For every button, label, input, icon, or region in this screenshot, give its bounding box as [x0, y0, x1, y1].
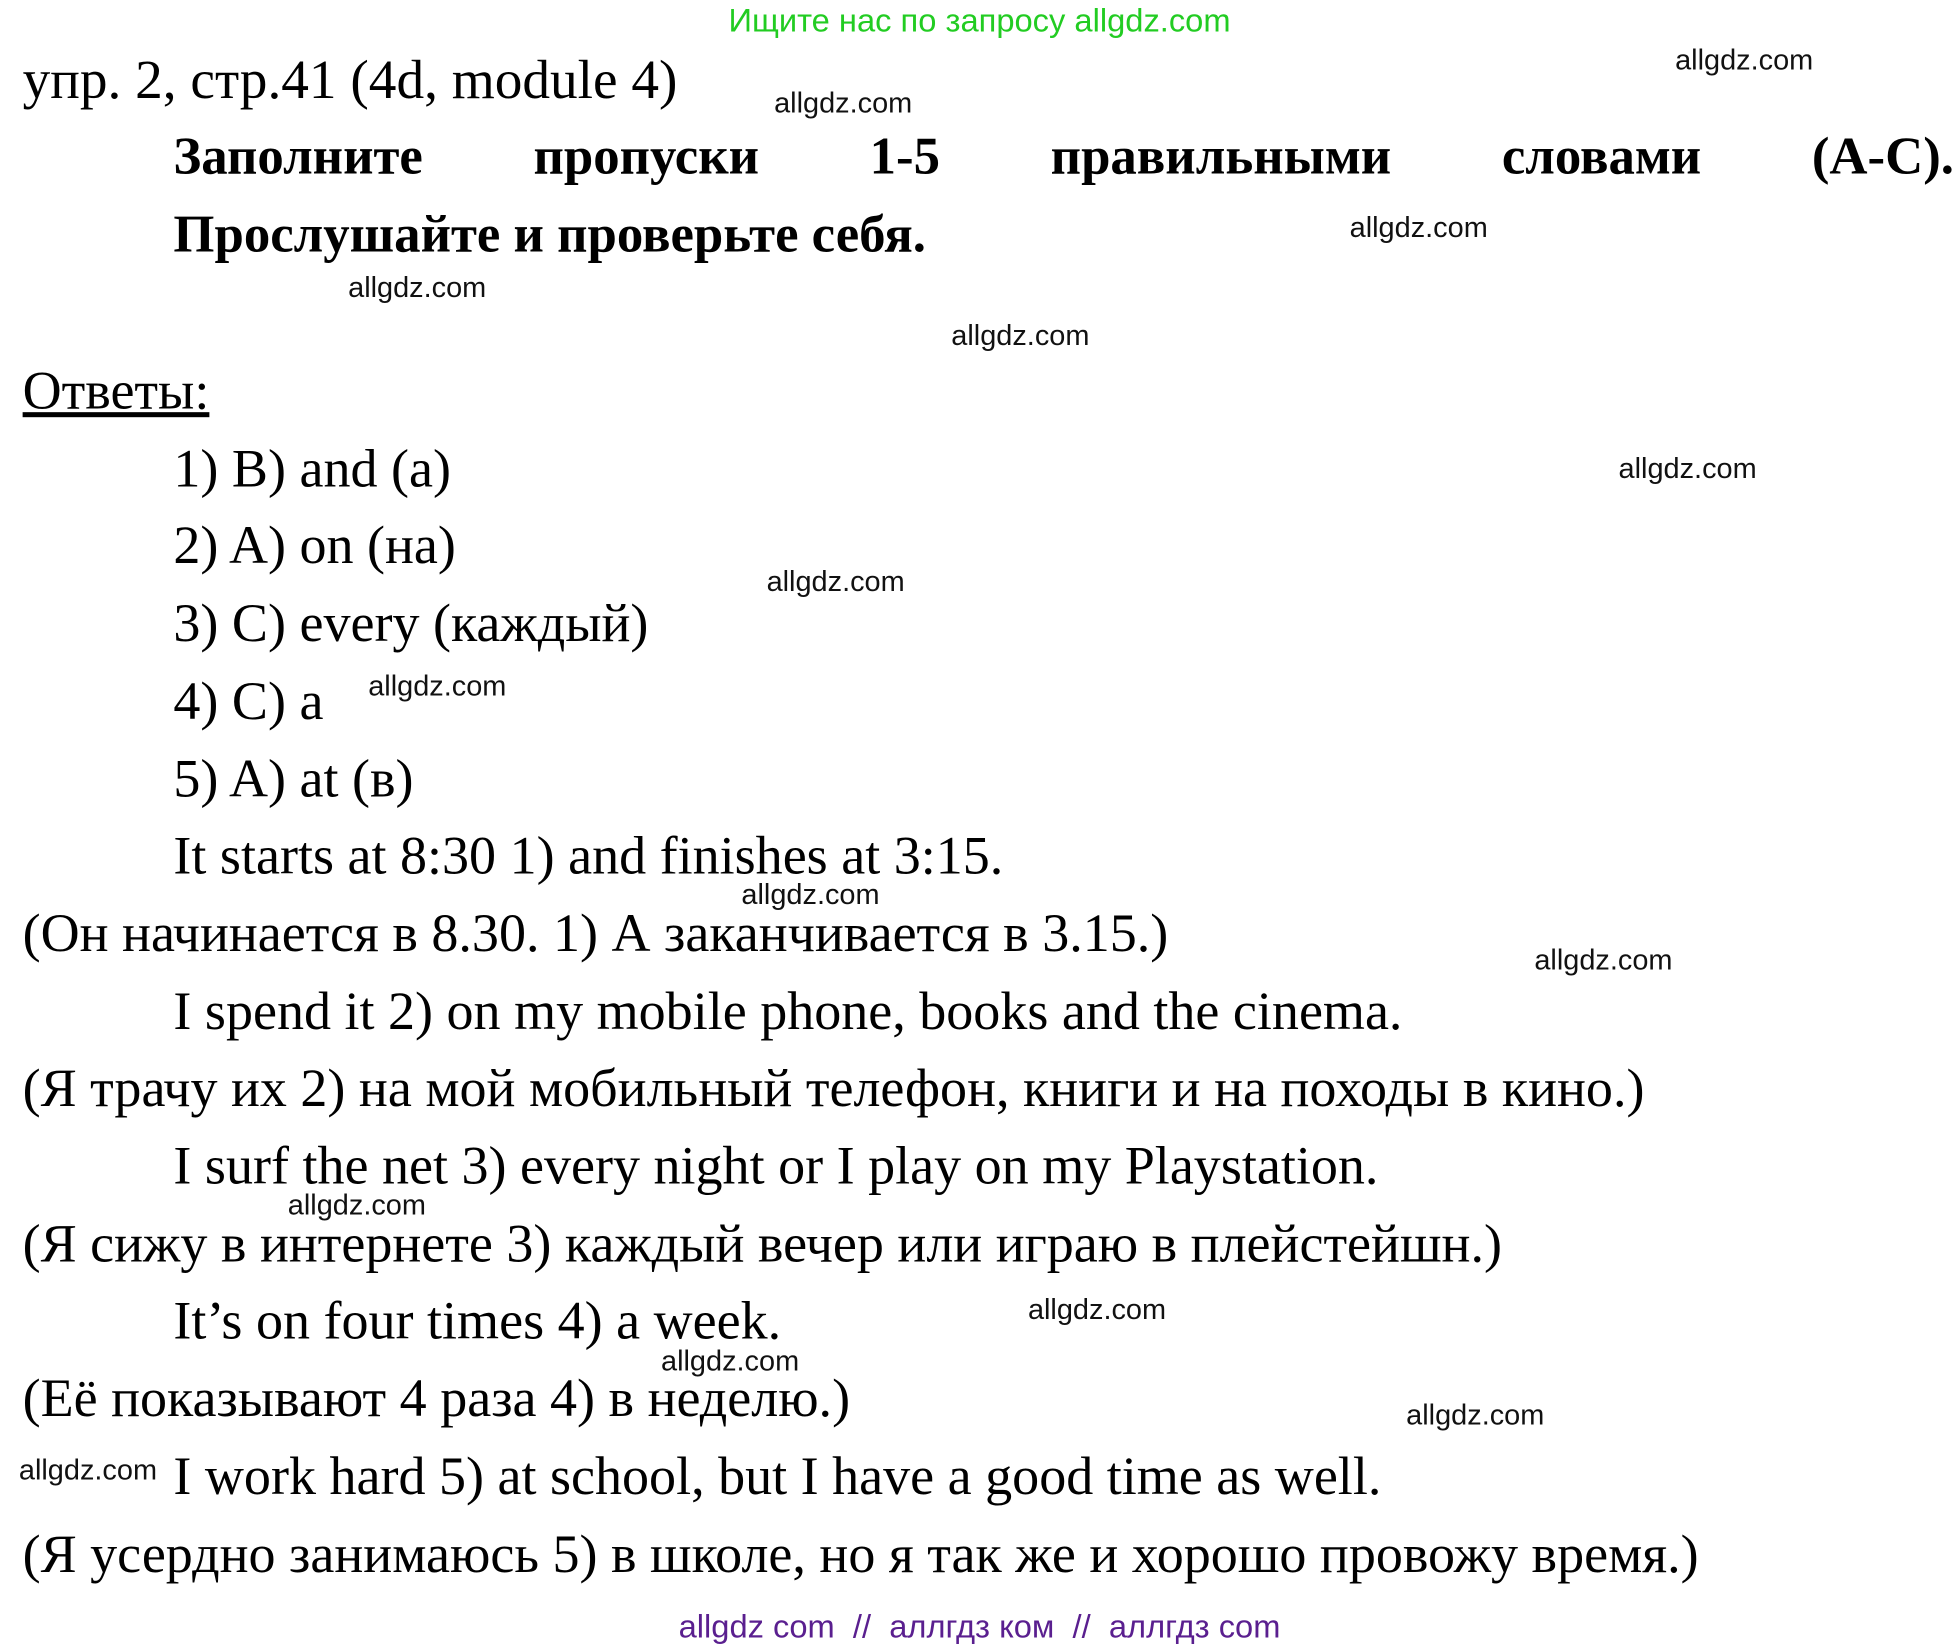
russian-translation: (Я сижу в интернете 3) каждый вечер или играю в плейстейшн.)	[22, 1215, 1502, 1275]
watermark: allgdz.com	[1027, 1292, 1167, 1326]
watermark: allgdz.com	[1534, 943, 1673, 976]
watermark: allgdz.com	[18, 1453, 158, 1486]
watermark: allgdz.com	[1406, 1397, 1545, 1431]
task-word: пропуски	[533, 128, 760, 186]
english-sentence: It’s on four times 4) a week.	[173, 1291, 782, 1351]
footer-links[interactable]: allgdz com // аллгдз ком // аллгдз com	[678, 1607, 1281, 1645]
english-sentence: I surf the net 3) every night or I play on my Playstation.	[173, 1137, 1379, 1197]
exercise-title: упр. 2, стр.41 (4d, module 4)	[22, 49, 678, 111]
russian-translation: (Её показывают 4 раза 4) в неделю.)	[22, 1369, 851, 1429]
russian-translation: (Он начинается в 8.30. 1) А заканчивается в 3.15.)	[22, 904, 1169, 964]
watermark: allgdz.com	[766, 564, 905, 598]
task-word: 1-5	[869, 128, 941, 186]
answer-item: 3) C) every (каждый)	[173, 594, 649, 654]
watermark: allgdz.com	[368, 669, 507, 702]
watermark: allgdz.com	[951, 318, 1090, 352]
watermark: allgdz.com	[1618, 451, 1757, 485]
watermark: allgdz.com	[661, 1343, 800, 1377]
answer-item: 5) A) at (в)	[173, 750, 414, 810]
task-word: Заполните	[173, 128, 423, 186]
task-word: правильными	[1050, 128, 1392, 186]
english-sentence: It starts at 8:30 1) and finishes at 3:15.	[173, 826, 1004, 886]
task-word: словами	[1501, 128, 1702, 186]
header-ad-link[interactable]: Ищите нас по запросу allgdz.com	[728, 1, 1231, 39]
watermark: allgdz.com	[1349, 210, 1488, 244]
english-sentence: I work hard 5) at school, but I have a good time as well.	[173, 1447, 1382, 1507]
russian-translation: (Я трачу их 2) на мой мобильный телефон, книги и на походы в кино.)	[22, 1059, 1645, 1119]
answer-item: 4) C) a	[173, 672, 324, 732]
task-instruction-line2: Прослушайте и проверьте себя.	[173, 206, 927, 264]
russian-translation: (Я усердно занимаюсь 5) в школе, но я так же и хорошо провожу время.)	[22, 1525, 1699, 1585]
answer-item: 2) A) on (на)	[173, 516, 456, 576]
watermark: allgdz.com	[1675, 43, 1814, 77]
watermark: allgdz.com	[348, 270, 487, 304]
watermark: allgdz.com	[287, 1188, 426, 1221]
answers-heading: Ответы:	[22, 361, 210, 421]
task-instruction	[173, 126, 1954, 184]
task-word: (А-С).	[1811, 128, 1954, 186]
english-sentence: I spend it 2) on my mobile phone, books and the cinema.	[173, 982, 1403, 1042]
watermark: allgdz.com	[774, 86, 913, 119]
watermark: allgdz.com	[741, 877, 880, 911]
answer-item: 1) B) and (а)	[173, 439, 451, 499]
